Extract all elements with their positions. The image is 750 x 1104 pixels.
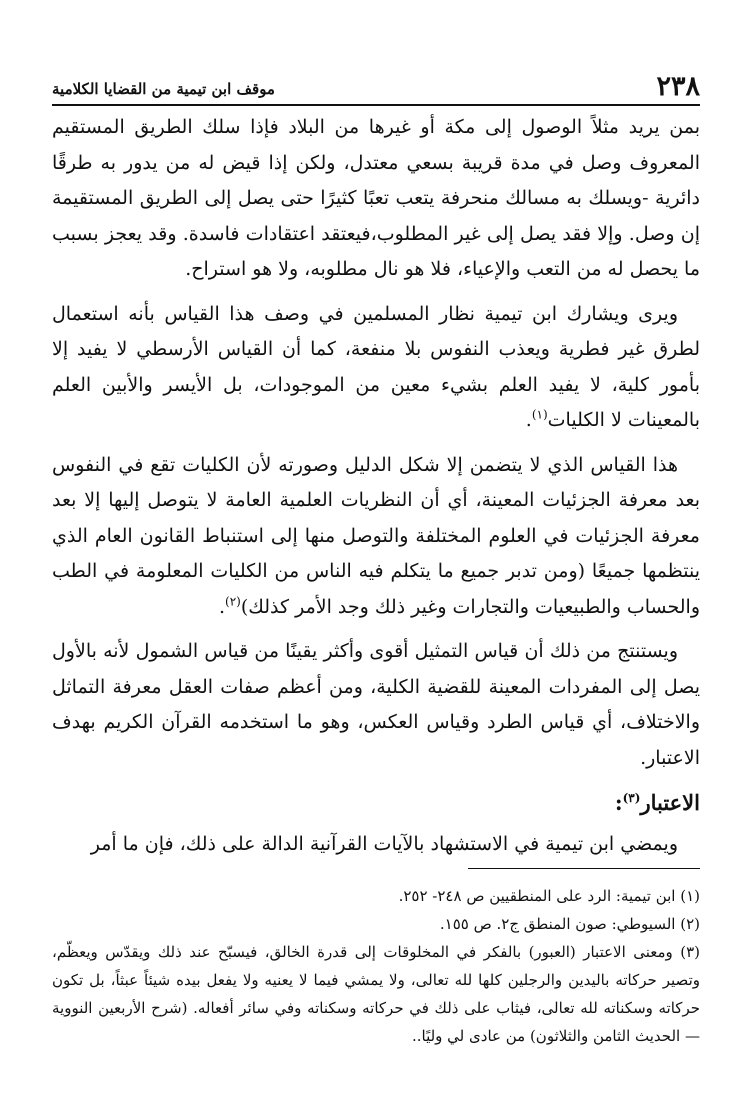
heading-tail: : — [614, 790, 623, 815]
heading-text: الاعتبار — [640, 790, 700, 815]
paragraph — [52, 448, 700, 626]
footnote-ref: (١) — [531, 407, 548, 422]
footnotes — [52, 882, 700, 1050]
paragraph-text: بمن يريد مثلاً الوصول إلى مكة أو غيرها من البلاد فإذا سلك الطريق المستقيم المعروف وصل في مدة قريبة بسعي معتدل، ولكن إذا قيض له من يدور به طرقًا دائرية -ويسلك به مسالك منحرفة يتعب تعبًا كثيرًا حتى يصل إلى الطريق المستقيمة إن وصل. وإلا فقد يصل إلى غير المطلوب،فيعتقد اعتقادات فاسدة. وقد يعجز بسبب ما يحصل له من التعب والإعياء، فلا هو نال مطلوبه، ولا هو استراح. — [52, 116, 700, 280]
section-heading — [52, 785, 700, 821]
paragraph-text: ويستنتج من ذلك أن قياس التمثيل أقوى وأكثر يقينًا من قياس الشمول لأنه بالأول يصل إلى المفردات المعينة للقضية الكلية، ومن أعظم صفات العقل معرفة التماثل والاختلاف، أي قياس الطرد وقياس العكس، وهو ما استخدمه القرآن الكريم بهدف الاعتبار. — [52, 640, 700, 769]
header-rule — [52, 104, 700, 106]
paragraph — [52, 634, 700, 776]
paragraph — [52, 110, 700, 288]
paragraph-text: ويمضي ابن تيمية في الاستشهاد بالآيات القرآنية الدالة على ذلك، فإن ما أمر — [90, 832, 678, 855]
running-title: موقف ابن تيمية من القضايا الكلامية — [52, 80, 275, 98]
paragraph — [52, 827, 700, 863]
paragraph-text: هذا القياس الذي لا يتضمن إلا شكل الدليل وصورته لأن الكليات تقع في النفوس بعد معرفة الجزئيات المعينة، أي أن النظريات العلمية العامة لا يتوصل إليها إلا بعد معرفة الجزئيات في العلوم المختلفة والتوصل منها إلى استنباط القانون العام الذي ينتظمها جميعًا (ومن تدبر جميع ما يتكلم فيه الناس من الكليات المعلومة في الطب والحساب والطبيعيات والتجارات وغير ذلك وجد الأمر كذلك) — [52, 453, 700, 618]
body-text — [52, 110, 700, 871]
footnote-ref: (٢) — [225, 594, 241, 609]
page-header — [52, 60, 700, 100]
footnote-rule — [468, 868, 700, 869]
footnote: (٣) ومعنى الاعتبار (العبور) بالفكر في المخلوقات إلى قدرة الخالق، فيسبّح عند ذلك ويقدّس ويعظّم، وتصير حركاته باليدين والرجلين كلها لله تعالى، ولا يمشي فيما لا يعنيه ولا يفعل بيده شيئاً عبثاً، بل تكون حركاته وسكناته لله تعالى، فيثاب على ذلك في حركاته وسكناته وفي سائر أفعاله. (شرح الأربعين النووية — الحديث الثامن والثلاثون) من عادى لي وليًا.. — [52, 943, 700, 1045]
footnote: (٢) السيوطي: صون المنطق ج٢. ص ١٥٥. — [439, 915, 700, 933]
footnote: (١) ابن تيمية: الرد على المنطقيين ص ٢٤٨- ٢٥٢. — [398, 887, 700, 905]
paragraph-tail: . — [525, 409, 532, 431]
page-number: ٢٣٨ — [656, 71, 700, 102]
paragraph-tail: . — [218, 595, 226, 618]
paragraph — [52, 297, 700, 439]
footnote-ref: (٣) — [622, 791, 641, 805]
paragraph-text: ويرى ويشارك ابن تيمية نظار المسلمين في وصف هذا القياس بأنه استعمال لطرق غير فطرية ويعذب النفوس بلا منفعة، كما أن القياس الأرسطي لا يفيد إلا بأمور كلية، لا يفيد العلم بشيء معين من الموجودات، بل الأيسر والأبين العلم بالمعينات لا الكليات — [52, 302, 700, 431]
